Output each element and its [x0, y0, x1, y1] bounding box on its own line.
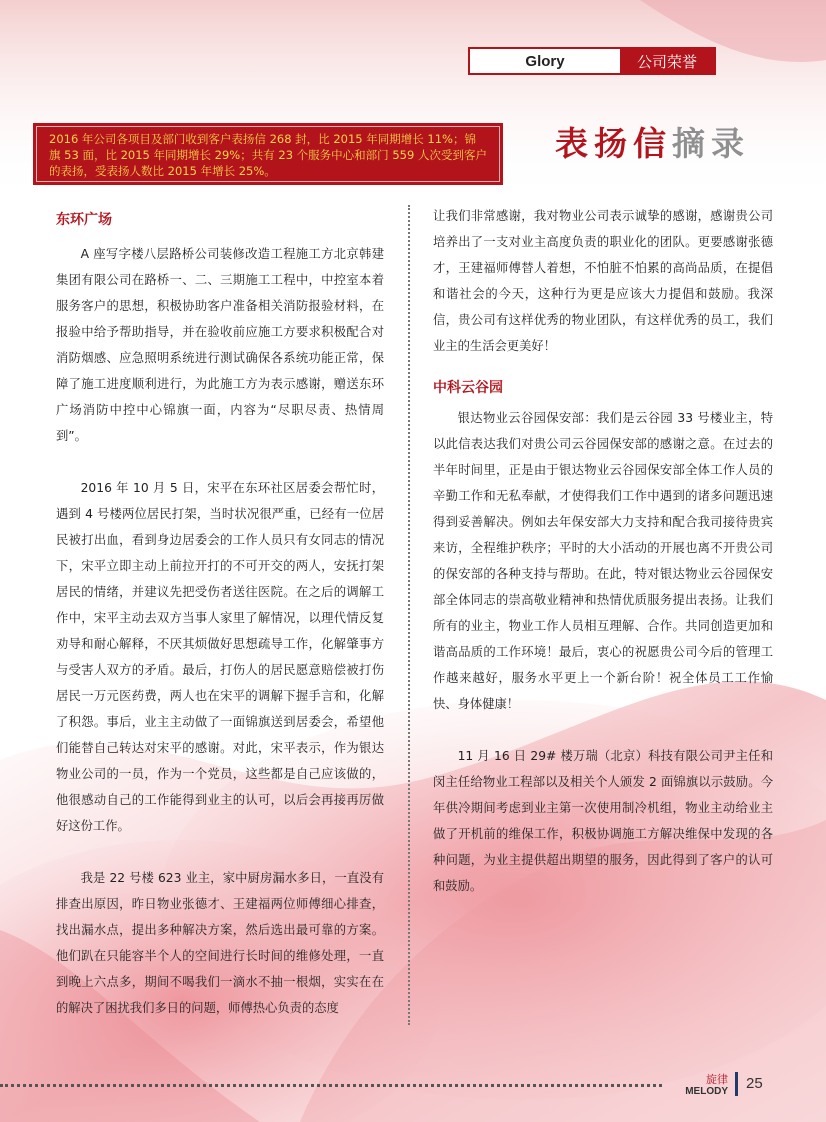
paragraph: 银达物业云谷园保安部：我们是云谷园 33 号楼业主，特以此信表达我们对贵公司云谷园保安部的感谢之意。在过去的半年时间里，正是由于银达物业云谷园保安部全体工作人员的辛勤工作和无私奉献，才使得我们工作中遇到的诸多问题迅速得到妥善解决。例如去年保安部大力支持和配合我司接待贵宾来访，全程维护秩序；平时的大小活动的开展也离不开贵公司的保安部的各种支持与帮助。在此，特对银达物业云谷园保安部全体同志的崇高敬业精神和热情优质服务提出表扬。让我们所有的业主，物业工作人员相互理解、合作。共同创造更加和谐高品质的工作环境！最后，衷心的祝愿贵公司今后的管理工作越来越好，服务水平更上一个新台阶！祝全体员工工作愉快、身体健康！ — [433, 411, 773, 711]
footer-dotted-line — [0, 1084, 662, 1087]
section-heading-zhongke: 中科云谷园 — [433, 380, 503, 396]
summary-text: 2016 年公司各项目及部门收到客户表扬信 268 封，比 2015 年同期增长 11%；锦旗 53 面，比 2015 年同期增长 29%；共有 23 个服务中心和部门 559 人次受到客户的表扬，受表扬人数比 2015 年增长 25%。 — [36, 126, 500, 182]
section-tag-english: Glory — [470, 49, 620, 73]
paragraph: 我是 22 号楼 623 业主，家中厨房漏水多日，一直没有排查出原因，昨日物业张德才、王建福两位师傅细心排查，找出漏水点，提出多种解决方案，然后选出最可靠的方案。他们趴在只能容半个人的空间进行长时间的维修处理，一直到晚上六点多，期间不喝我们一滴水不抽一根烟，实实在在的解决了困扰我们多日的问题，师傅热心负责的态度 — [56, 871, 384, 1015]
summary-box — [33, 123, 503, 185]
page-title-sub: 摘录 — [672, 124, 750, 163]
paragraph: 让我们非常感谢，我对物业公司表示诚挚的感谢，感谢贵公司培养出了一支对业主高度负责的职业化的团队。更要感谢张德才，王建福师傅替人着想，不怕脏不怕累的高尚品质，在提倡和谐社会的今天，这种行为更是应该大力提倡和鼓励。我深信，贵公司有这样优秀的物业团队，有这样优秀的员工，我们业主的生活会更美好！ — [433, 209, 773, 353]
section-tag-chinese: 公司荣誉 — [620, 49, 714, 73]
footer-brand — [676, 1074, 728, 1098]
paragraph: A 座写字楼八层路桥公司装修改造工程施工方北京韩建集团有限公司在路桥一、二、三期施工工程中，中控室本着服务客户的思想，积极协助客户准备相关消防报验材料，在报验中给予帮助指导，并在验收前应施工方要求积极配合对消防烟感、应急照明系统进行测试确保各系统功能正常，保障了施工进度顺利进行，为此施工方为表示感谢，赠送东环广场消防中控中心锦旗一面，内容为“尽职尽责、热情周到”。 — [56, 247, 384, 443]
paragraph: 2016 年 10 月 5 日，宋平在东环社区居委会帮忙时，遇到 4 号楼两位居民打架，当时状况很严重，已经有一位居民被打出血，看到身边居委会的工作人员只有女同志的情况下，宋平立即主动上前拉开打的不可开交的两人，安抚打架居民的情绪，并建议先把受伤者送往医院。在之后的调解工作中，宋平主动去双方当事人家里了解情况，以理代情反复劝导和耐心解释，不厌其烦做好思想疏导工作，化解肇事方与受害人双方的矛盾。最后，打伤人的居民愿意赔偿被打伤居民一万元医药费，两人也在宋平的调解下握手言和，化解了积怨。事后，业主主动做了一面锦旗送到居委会，希望他们能替自己转达对宋平的感谢。对此，宋平表示，作为银达物业公司的一员，作为一个党员，这些都是自己应该做的，他很感动自己的工作能得到业主的认可，以后会再接再厉做好这份工作。 — [56, 481, 384, 833]
column-divider — [408, 205, 410, 1025]
page-title — [555, 118, 750, 165]
page-number: 25 — [746, 1075, 763, 1092]
footer-brand-english: MELODY — [685, 1086, 728, 1097]
right-column — [433, 203, 773, 899]
section-tag — [468, 47, 716, 75]
page-title-main: 表扬信 — [555, 124, 672, 163]
footer-separator — [735, 1072, 738, 1096]
section-heading-donghuan: 东环广场 — [56, 212, 112, 228]
left-column — [56, 205, 384, 1021]
footer-brand-chinese: 旋律 — [706, 1073, 728, 1086]
paragraph: 11 月 16 日 29# 楼万瑞（北京）科技有限公司尹主任和闵主任给物业工程部以及相关个人颁发 2 面锦旗以示鼓励。今年供冷期间考虑到业主第一次使用制冷机组，物业主动给业主做了开机前的维保工作，积极协调施工方解决维保中发现的各种问题，为业主提供超出期望的服务，因此得到了客户的认可和鼓励。 — [433, 749, 773, 893]
